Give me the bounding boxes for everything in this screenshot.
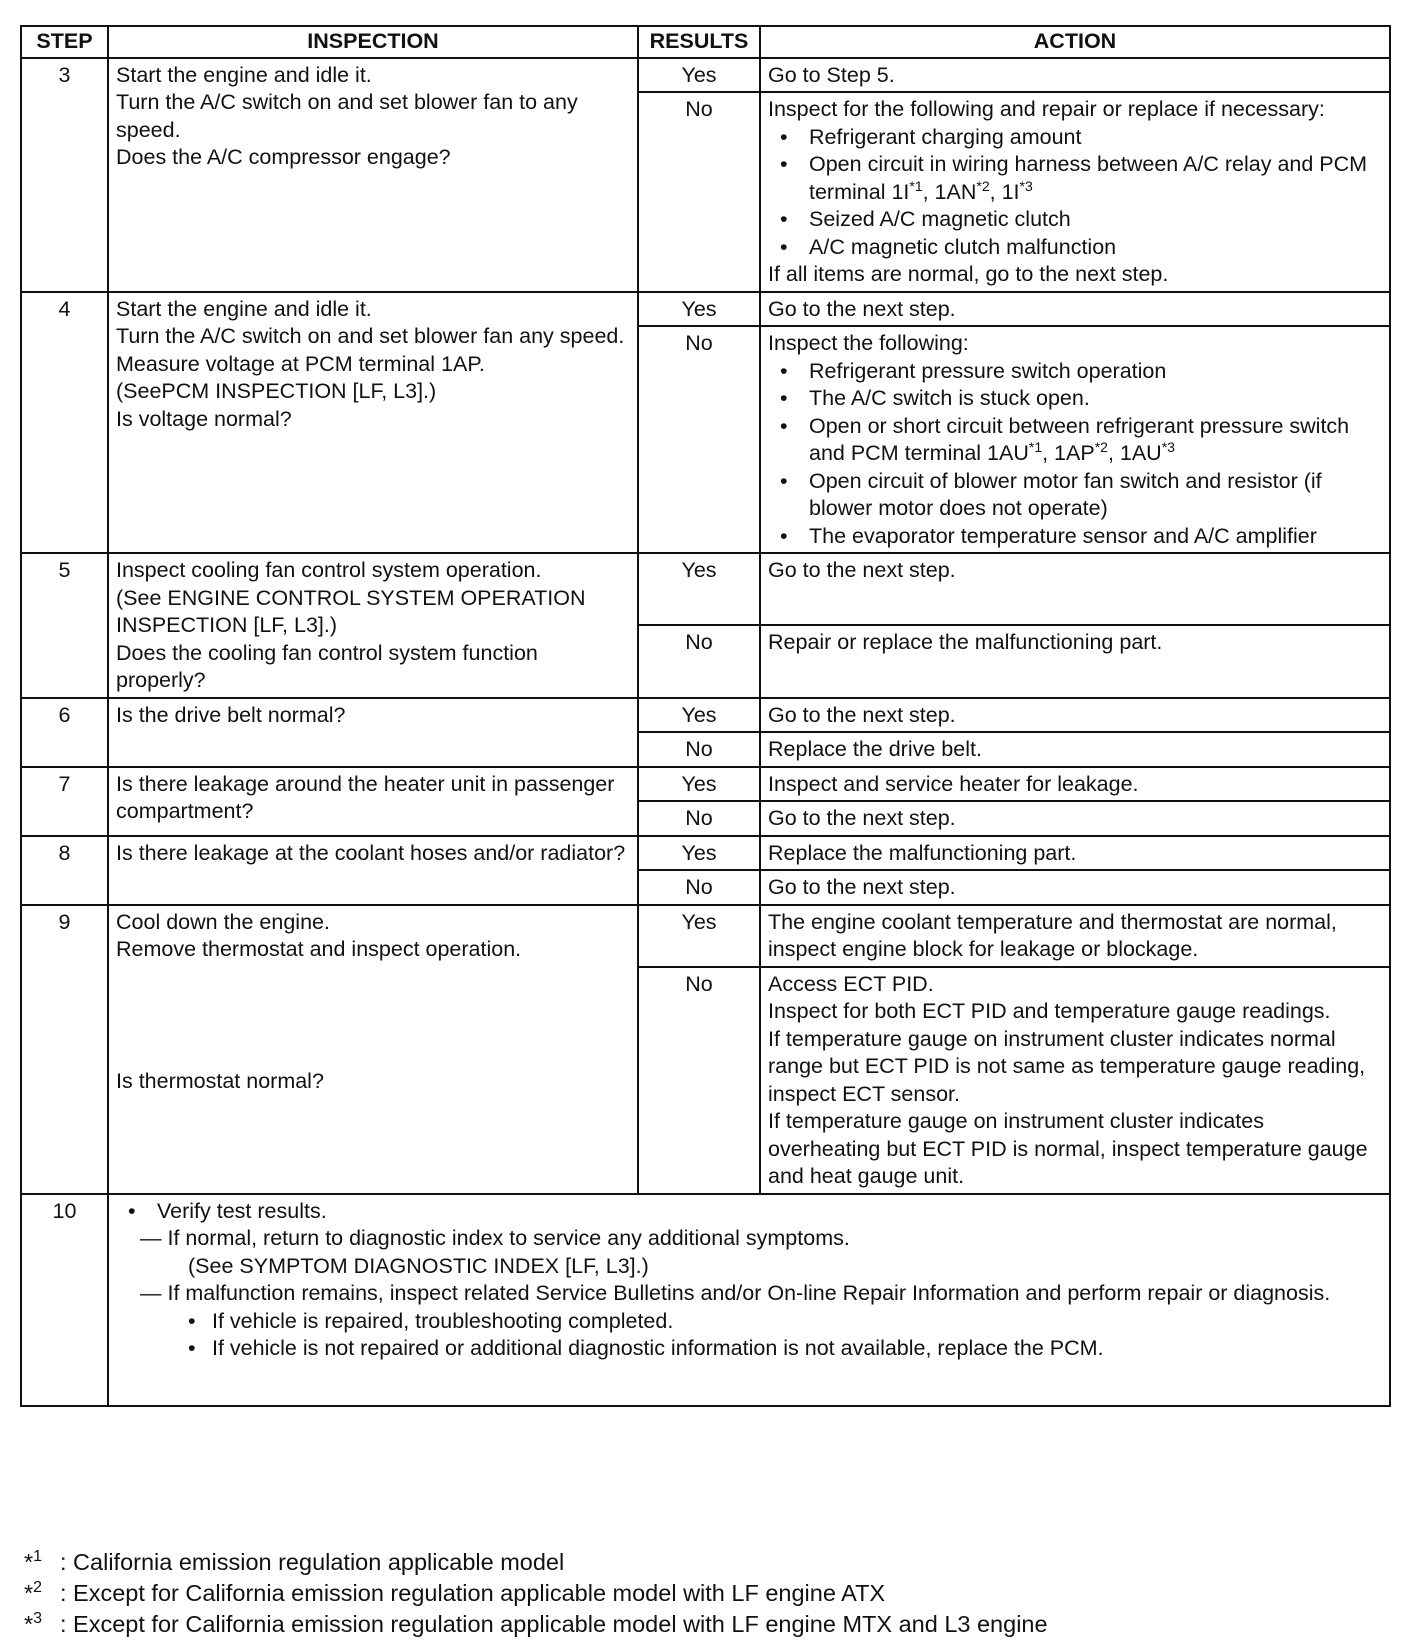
table-row: [21, 58, 1390, 93]
action-no: Go to the next step.: [760, 801, 1390, 836]
table-row: [21, 553, 1390, 625]
footnote-ref: *3: [1019, 177, 1033, 194]
result-yes: Yes: [638, 836, 760, 871]
list-item: • The A/C switch is stuck open.: [776, 385, 1382, 413]
footnote-number: 3: [33, 1610, 43, 1628]
inspection-text: Turn the A/C switch on and set blower fan any speed.: [116, 324, 625, 348]
footnote-number: 2: [33, 1579, 43, 1597]
step-number: 7: [21, 767, 108, 836]
action-text: If all items are normal, go to the next step.: [768, 262, 1169, 286]
result-no: No: [638, 625, 760, 697]
step-number: 8: [21, 836, 108, 905]
list-item: • Verify test results.: [124, 1198, 1382, 1226]
footnote-ref: *1: [1028, 438, 1043, 455]
inspection-text: (See ENGINE CONTROL SYSTEM OPERATION INSPECTION [LF, L3].): [116, 585, 586, 637]
step-number: 4: [21, 292, 108, 554]
result-no: No: [638, 967, 760, 1194]
step-number: 9: [21, 905, 108, 1194]
list-item: • Refrigerant pressure switch operation: [776, 358, 1382, 386]
list-item: • The evaporator temperature sensor and A/C amplifier: [776, 523, 1382, 551]
footnote-star: *: [24, 1580, 34, 1606]
footnote: [24, 1547, 1048, 1578]
spacer: [116, 964, 630, 990]
verify-cell: [108, 1194, 1390, 1406]
footnote: [24, 1578, 1048, 1609]
list-item-text: Open or short circuit between refrigerant pressure switch and PCM terminal 1AU: [809, 413, 1350, 465]
table-row: [21, 836, 1390, 871]
inspection-cell: [108, 905, 638, 1194]
action-yes: Go to the next step.: [760, 292, 1390, 327]
action-yes: Go to Step 5.: [760, 58, 1390, 93]
inspection-text: Inspect cooling fan control system operation.: [116, 558, 542, 582]
header-step: STEP: [21, 26, 108, 58]
inspection-cell: Is the drive belt normal?: [108, 698, 638, 767]
list-item: • Open circuit of blower motor fan switch and resistor (if blower motor does not operate): [776, 468, 1382, 523]
verify-list: [116, 1198, 1382, 1226]
verify-text: (See SYMPTOM DIAGNOSTIC INDEX [LF, L3].): [188, 1253, 649, 1278]
action-text: Inspect for both ECT PID and temperature gauge readings.: [768, 999, 1331, 1023]
footnote-ref: *3: [1161, 438, 1175, 455]
result-yes: Yes: [638, 58, 760, 93]
diagnostic-table: [20, 25, 1391, 1407]
result-yes: Yes: [638, 767, 760, 802]
header-action: ACTION: [760, 26, 1390, 58]
list-item-text: Open circuit in wiring harness between A/C relay and PCM terminal 1I: [809, 152, 1368, 204]
list-item: [776, 413, 1382, 468]
footnote-ref: *1: [909, 177, 923, 194]
result-no: No: [638, 870, 760, 905]
header-inspection: INSPECTION: [108, 26, 638, 58]
footnote-text: : California emission regulation applicable model: [60, 1549, 565, 1575]
step-number: 10: [21, 1194, 108, 1406]
inspection-text: Does the cooling fan control system function properly?: [116, 640, 538, 692]
inspection-text: Does the A/C compressor engage?: [116, 145, 451, 169]
verify-text: — If malfunction remains, inspect related Service Bulletins and/or On-line Repair Information and perform repair or diagnosis.: [140, 1281, 1331, 1305]
step-number: 3: [21, 58, 108, 292]
list-item: • Refrigerant charging amount: [776, 124, 1382, 152]
inspection-cell: [108, 553, 638, 698]
spacer: [116, 1016, 630, 1042]
inspection-text: Start the engine and idle it.: [116, 62, 372, 87]
inspection-text: (SeePCM INSPECTION [LF, L3].): [116, 379, 437, 403]
footnote-text: : Except for California emission regulation applicable model with LF engine ATX: [60, 1580, 886, 1606]
action-list: [768, 358, 1382, 551]
footnote-ref: *2: [1094, 438, 1108, 455]
list-item: [776, 151, 1382, 206]
verify-sublist: [116, 1308, 1382, 1363]
action-text: If temperature gauge on instrument cluster indicates overheating but ECT PID is normal, inspect temperature gauge and heat gauge unit.: [768, 1109, 1368, 1188]
inspection-cell: [108, 58, 638, 292]
table-row: [21, 1194, 1390, 1406]
action-yes: The engine coolant temperature and thermostat are normal, inspect engine block for leakage or blockage.: [760, 905, 1390, 967]
step-number: 5: [21, 553, 108, 698]
inspection-text: Cool down the engine.: [116, 909, 330, 934]
action-no: [760, 92, 1390, 292]
footnote-star: *: [24, 1611, 34, 1637]
list-item-text: , 1AP: [1042, 441, 1095, 465]
action-no: Replace the drive belt.: [760, 732, 1390, 767]
result-no: No: [638, 92, 760, 292]
list-item-text: , 1AN: [922, 179, 977, 204]
action-yes: Replace the malfunctioning part.: [760, 836, 1390, 871]
list-item: • If vehicle is not repaired or additional diagnostic information is not available, replace the PCM.: [188, 1335, 1382, 1363]
result-no: No: [638, 801, 760, 836]
action-no: [760, 967, 1390, 1194]
table-row: [21, 698, 1390, 733]
action-text: Inspect for the following and repair or replace if necessary:: [768, 97, 1325, 121]
table-row: [21, 292, 1390, 327]
result-no: No: [638, 732, 760, 767]
list-item-text: , 1AU: [1107, 441, 1162, 465]
list-item: • Seized A/C magnetic clutch: [776, 206, 1382, 234]
footnote-star: *: [24, 1549, 34, 1575]
footnote: [24, 1609, 1048, 1640]
action-yes: Go to the next step.: [760, 698, 1390, 733]
inspection-cell: [108, 292, 638, 554]
footnote-number: 1: [33, 1548, 43, 1566]
action-text: Access ECT PID.: [768, 971, 934, 996]
action-yes: Inspect and service heater for leakage.: [760, 767, 1390, 802]
inspection-text: Is voltage normal?: [116, 406, 292, 431]
result-yes: Yes: [638, 905, 760, 967]
action-text: Inspect the following:: [768, 331, 969, 355]
inspection-cell: Is there leakage around the heater unit in passenger compartment?: [108, 767, 638, 836]
table-row: [21, 905, 1390, 967]
inspection-text: Start the engine and idle it.: [116, 296, 372, 321]
inspection-text: Is thermostat normal?: [116, 1068, 324, 1093]
action-no: [760, 326, 1390, 553]
action-yes: Go to the next step.: [760, 553, 1390, 625]
inspection-text: Measure voltage at PCM terminal 1AP.: [116, 351, 485, 376]
list-item-text: , 1I: [989, 179, 1020, 204]
footnote-text: : Except for California emission regulation applicable model with LF engine MTX and L3 engine: [60, 1611, 1048, 1637]
result-yes: Yes: [638, 292, 760, 327]
verify-text: — If normal, return to diagnostic index to service any additional symptoms.: [140, 1226, 850, 1250]
step-number: 6: [21, 698, 108, 767]
result-no: No: [638, 326, 760, 553]
list-item: • If vehicle is repaired, troubleshooting completed.: [188, 1308, 1382, 1336]
header-row: [21, 26, 1390, 58]
action-text: If temperature gauge on instrument cluster indicates normal range but ECT PID is not same as temperature gauge reading, inspect ECT sensor.: [768, 1026, 1366, 1106]
footnotes: [24, 1547, 1048, 1640]
action-no: Repair or replace the malfunctioning part.: [760, 625, 1390, 697]
header-results: RESULTS: [638, 26, 760, 58]
list-item: • A/C magnetic clutch malfunction: [776, 234, 1382, 262]
inspection-cell: Is there leakage at the coolant hoses and/or radiator?: [108, 836, 638, 905]
inspection-text: Remove thermostat and inspect operation.: [116, 937, 522, 961]
inspection-text: Turn the A/C switch on and set blower fan to any speed.: [116, 90, 578, 142]
result-yes: Yes: [638, 698, 760, 733]
table-row: [21, 767, 1390, 802]
spacer: [116, 1042, 630, 1068]
action-list: [768, 124, 1382, 262]
result-yes: Yes: [638, 553, 760, 625]
spacer: [116, 990, 630, 1016]
action-no: Go to the next step.: [760, 870, 1390, 905]
footnote-ref: *2: [976, 177, 990, 194]
